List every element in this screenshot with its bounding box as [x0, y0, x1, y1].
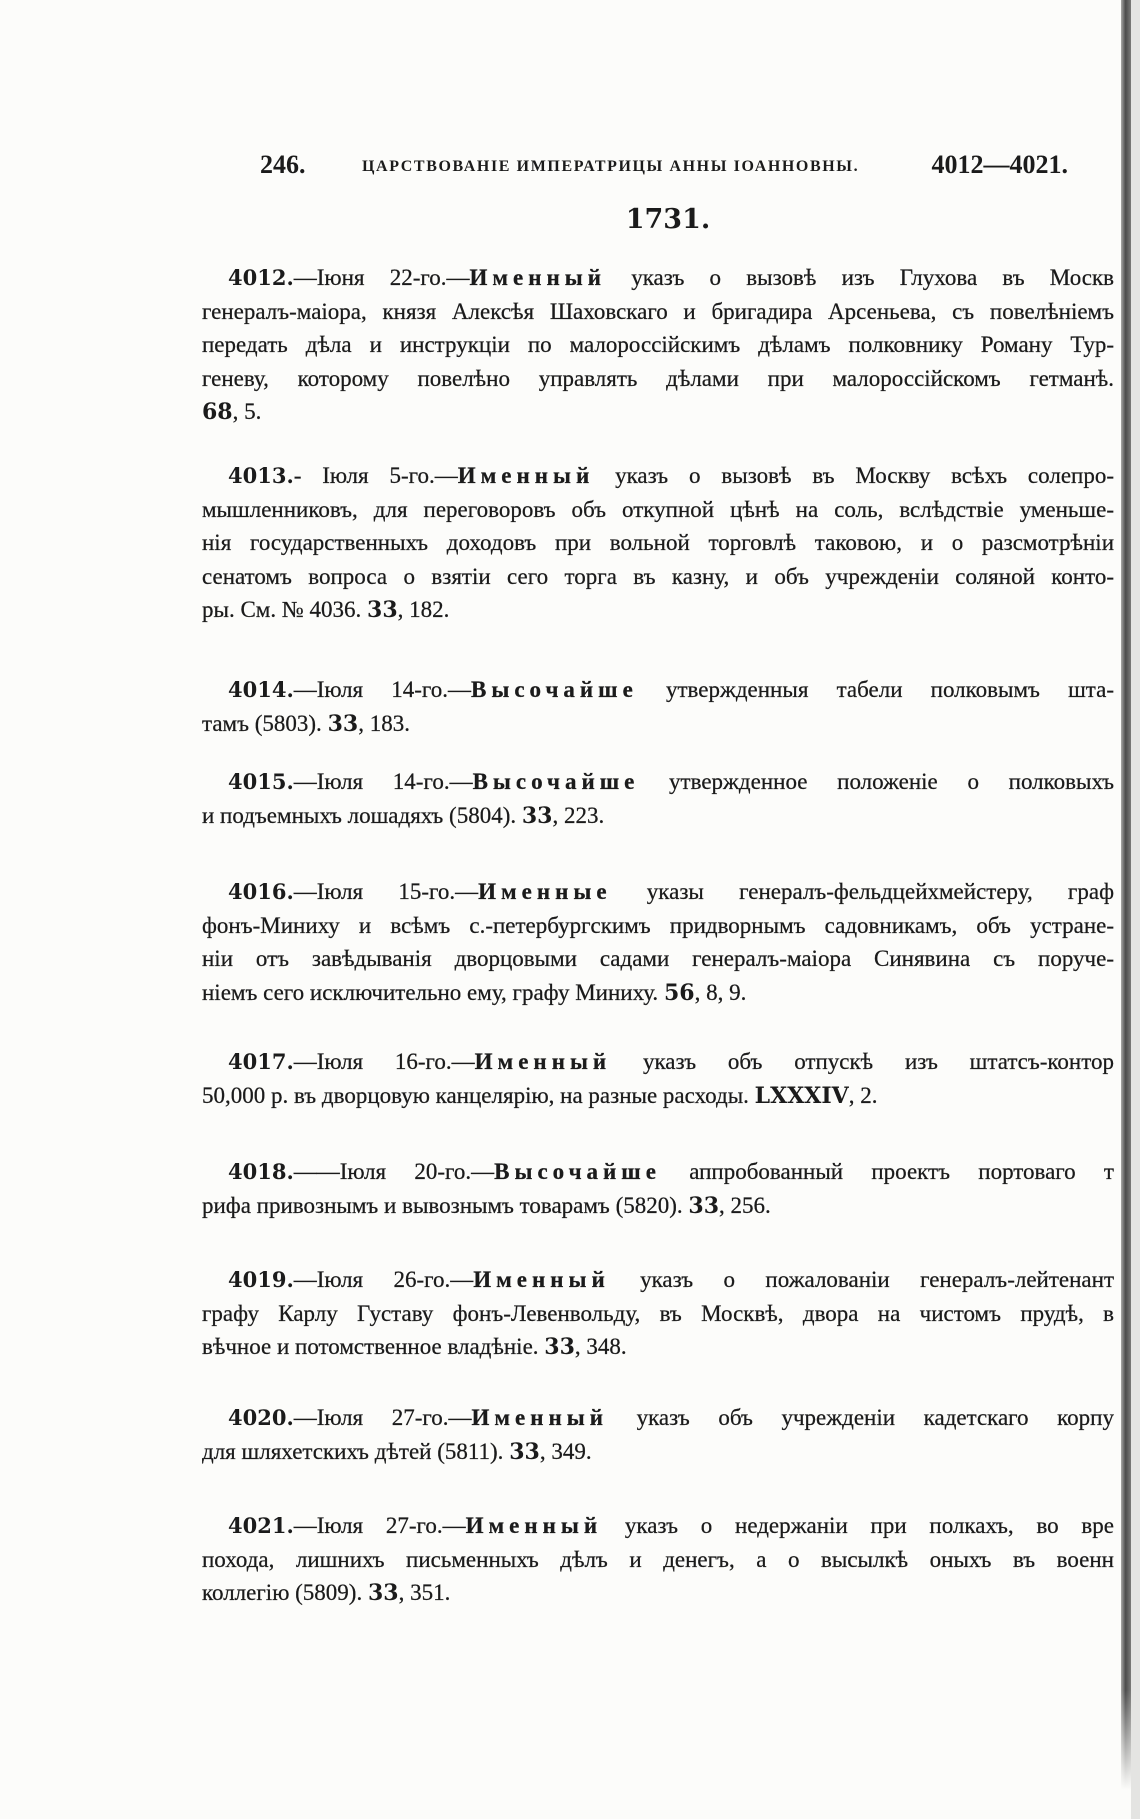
entry-4016	[202, 875, 1114, 1009]
entry-line	[202, 765, 1114, 799]
entry-range: 4012—4021.	[931, 150, 1068, 179]
entry-line	[202, 1330, 1114, 1364]
header-title: ЦАРСТВОВАНІЕ ИМПЕРАТРИЦЫ АННЫ ІОАННОВНЫ.	[362, 158, 860, 175]
spaced-title-word: Именный	[469, 265, 606, 290]
entry-4018	[202, 1155, 1114, 1222]
entry-number: 4016.	[228, 879, 294, 904]
entry-4014	[202, 673, 1114, 740]
volume-number: 68	[202, 399, 233, 425]
entry-text: утвержденное положеніе о полковыхъ	[639, 769, 1114, 794]
page-number: 246.	[260, 150, 306, 179]
entry-text: графу Карлу Густаву фонъ-Левенвольду, въ Москвѣ, двора на чистомъ прудѣ, в	[202, 1300, 1114, 1326]
entry-text: , 182.	[397, 597, 450, 622]
entry-line	[202, 1079, 1114, 1113]
entry-line	[202, 942, 1114, 976]
entry-text: ніемъ сего исключительно ему, графу Миниху.	[202, 979, 664, 1005]
volume-number: 33	[327, 710, 359, 737]
entry-text: указъ объ учрежденіи кадетскаго корпу	[607, 1405, 1114, 1430]
entry-text: указъ о пожалованіи генералъ-лейтенант	[609, 1267, 1114, 1292]
entry-text: указъ о вызовѣ въ Москву всѣхъ солепро-	[594, 463, 1114, 488]
entry-4020	[202, 1401, 1114, 1468]
entry-text: геневу, которому повелѣно управлять дѣлами при малороссійскомъ гетманѣ.	[202, 365, 1114, 391]
entry-text: —Іюля 15-го.—	[293, 879, 479, 904]
entry-number: 4012.	[228, 265, 294, 290]
entry-text: указъ о недержаніи при полкахъ, во вре	[602, 1513, 1114, 1538]
entry-text: , 8, 9.	[694, 979, 747, 1005]
entry-text: передать дѣла и инструкціи по малороссійскимъ дѣламъ полковнику Роману Тур-	[202, 332, 1114, 357]
entry-text: коллегію (5809).	[202, 1580, 368, 1605]
entry-text: - Іюля 5-го.—	[293, 463, 458, 488]
entry-text: мышленниковъ, для переговоровъ объ откупной цѣнѣ на соль, вслѣдствіе уменьше-	[202, 496, 1114, 522]
volume-number: 33	[367, 597, 398, 623]
entry-text: , 183.	[358, 710, 410, 736]
entry-text: 50,000 р. въ дворцовую канцелярію, на разные расходы.	[202, 1082, 755, 1108]
entry-line	[202, 1155, 1114, 1189]
spaced-title-word: Высочайше	[494, 1159, 661, 1184]
entry-number: 4017.	[228, 1049, 294, 1074]
spaced-title-word: Именный	[457, 463, 595, 488]
entry-text: ніи отъ завѣдыванія дворцовыми садами генералъ-маіора Синявина съ поруче-	[202, 946, 1114, 971]
scan-gutter-fade	[1121, 1690, 1131, 1790]
entry-text: —Іюня 22-го.—	[293, 265, 470, 290]
entry-4013	[202, 459, 1114, 627]
entry-text: указъ объ отпускѣ изъ штатсъ-контор	[611, 1049, 1114, 1074]
entry-number: 4021.	[228, 1513, 294, 1538]
volume-number: 33	[367, 1580, 399, 1606]
entry-line	[202, 395, 1114, 429]
entry-line	[202, 593, 1114, 627]
volume-number: LXXXIV	[754, 1082, 849, 1109]
entry-text: тамъ (5803).	[202, 710, 328, 736]
entry-text: нія государственныхъ доходовъ при вольной торговлѣ таковою, и о разсмотрѣніи	[202, 530, 1114, 555]
volume-number: 33	[688, 1192, 720, 1219]
entry-line	[202, 362, 1114, 396]
entry-text: , 351.	[398, 1580, 451, 1605]
entry-text: —Іюля 27-го.—	[293, 1405, 472, 1430]
entry-line	[202, 909, 1114, 943]
entry-line	[202, 459, 1114, 493]
volume-number: 33	[509, 1438, 540, 1465]
volume-number: 33	[521, 802, 553, 829]
entry-text: —Іюля 27-го.—	[293, 1513, 466, 1538]
year-heading: 1731.	[625, 204, 711, 235]
entry-line	[202, 1509, 1114, 1543]
running-header	[258, 147, 1068, 183]
entry-text: рифа привознымъ и вывознымъ товарамъ (5820).	[202, 1192, 689, 1218]
entry-text: , 348.	[574, 1334, 627, 1359]
entry-line	[202, 1297, 1114, 1331]
entry-line	[202, 560, 1114, 594]
entry-text: ——Іюля 20-го.—	[293, 1159, 495, 1184]
entry-text: , 256.	[719, 1192, 771, 1218]
entry-text: —Іюля 26-го.—	[293, 1267, 474, 1292]
entry-text: и подъемныхъ лошадяхъ (5804).	[202, 802, 522, 828]
entry-text: —Іюля 14-го.—	[293, 769, 473, 794]
entry-text: аппробованный проектъ портоваго т	[660, 1159, 1114, 1184]
spaced-title-word: Именный	[471, 1405, 608, 1430]
volume-number: 33	[544, 1334, 575, 1360]
spaced-title-word: Именный	[465, 1513, 603, 1538]
entry-number: 4018.	[228, 1159, 294, 1184]
entry-text: , 349.	[539, 1438, 592, 1464]
entry-line	[202, 1401, 1114, 1435]
entry-text: , 2.	[848, 1082, 878, 1108]
scan-margin	[1131, 0, 1140, 1819]
entry-line	[202, 707, 1114, 741]
entry-number: 4013.	[228, 463, 294, 488]
entry-4012	[202, 261, 1114, 429]
spaced-title-word: Высочайше	[472, 769, 640, 794]
entry-line	[202, 328, 1114, 362]
entry-text: сенатомъ вопроса о взятіи сего торга въ казну, и объ учрежденіи соляной конто-	[202, 563, 1114, 589]
volume-number: 56	[663, 979, 695, 1006]
entry-line	[202, 1263, 1114, 1297]
entry-text: , 223.	[552, 802, 605, 828]
entry-line	[202, 295, 1114, 329]
entry-number: 4015.	[228, 769, 294, 794]
entry-line	[202, 1543, 1114, 1577]
entry-line	[202, 799, 1114, 833]
entry-line	[202, 1576, 1114, 1610]
entry-line	[202, 1045, 1114, 1079]
entry-text: генералъ-маіора, князя Алексѣя Шаховскаго и бригадира Арсеньева, съ повелѣніемъ	[202, 298, 1114, 324]
entry-4015	[202, 765, 1114, 832]
spaced-title-word: Именный	[473, 1267, 610, 1292]
entry-line	[202, 875, 1114, 909]
entry-line	[202, 1189, 1114, 1223]
entry-line	[202, 976, 1114, 1010]
entry-line	[202, 261, 1114, 295]
entry-text: фонъ-Миниху и всѣмъ с.-петербургскимъ придворнымъ садовникамъ, объ устране-	[202, 912, 1114, 938]
spaced-title-word: Высочайше	[471, 677, 638, 702]
entry-line	[202, 526, 1114, 560]
entry-text: вѣчное и потомственное владѣніе.	[202, 1334, 545, 1359]
entry-text: похода, лишнихъ письменныхъ дѣлъ и денегъ, а о высылкѣ оныхъ въ военн	[202, 1546, 1114, 1572]
entry-text: для шляхетскихъ дѣтей (5811).	[202, 1438, 510, 1464]
entry-4019	[202, 1263, 1114, 1364]
spaced-title-word: Именный	[474, 1049, 612, 1074]
entry-text: ры. См. № 4036.	[202, 597, 368, 622]
entry-text: —Іюля 14-го.—	[293, 677, 472, 702]
entry-number: 4014.	[228, 677, 294, 702]
entry-number: 4019.	[228, 1267, 294, 1292]
entry-text: , 5.	[232, 399, 262, 424]
entry-4017	[202, 1045, 1114, 1112]
entry-line	[202, 673, 1114, 707]
entry-4021	[202, 1509, 1114, 1610]
entry-number: 4020.	[228, 1405, 294, 1430]
spaced-title-word: Именные	[478, 879, 612, 904]
scan-gutter-edge	[1121, 0, 1131, 1790]
entry-line	[202, 1435, 1114, 1469]
entry-text: —Іюля 16-го.—	[293, 1049, 475, 1074]
entry-text: указы генералъ-фельдцейхмейстеру, граф	[611, 879, 1114, 904]
entry-text: утвержденныя табели полковымъ шта-	[637, 677, 1114, 702]
entry-text: указъ о вызовѣ изъ Глухова въ Москв	[605, 265, 1114, 290]
entry-line	[202, 493, 1114, 527]
